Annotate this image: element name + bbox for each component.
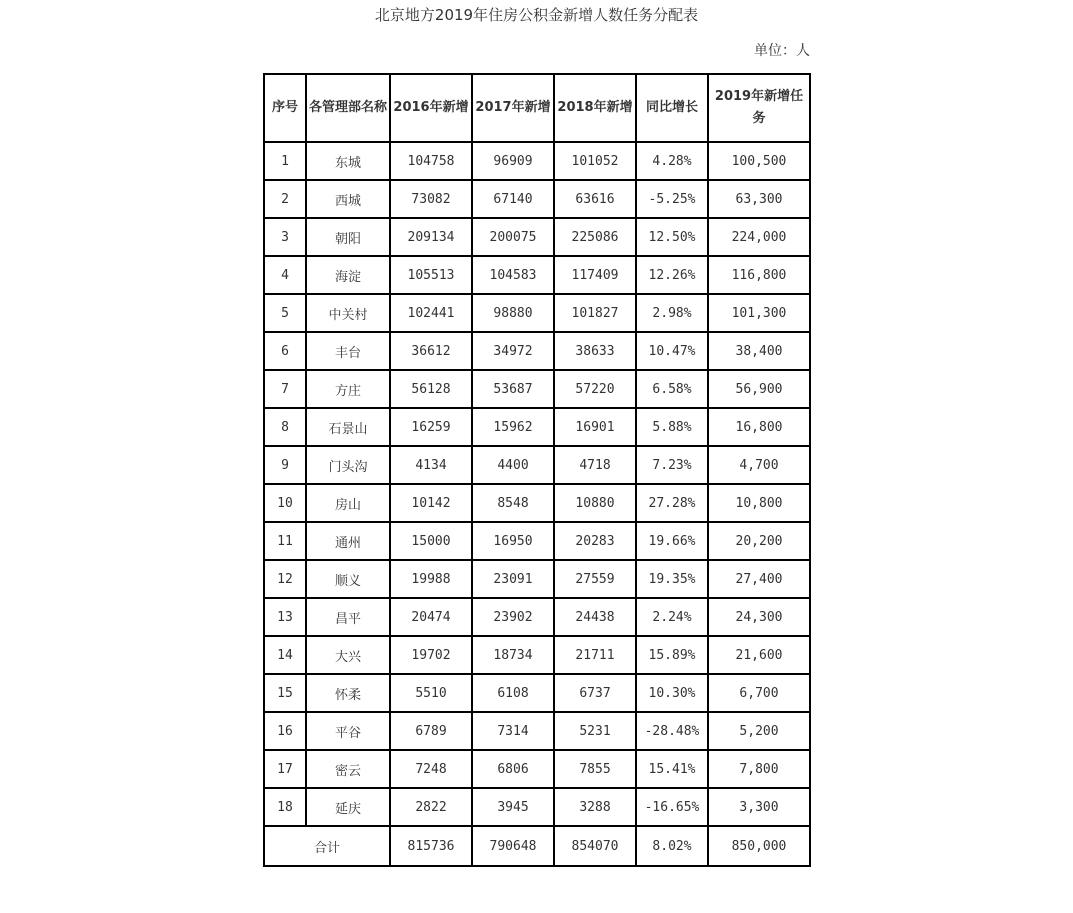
header-2016-new: 2016年新增 (390, 74, 472, 142)
cell-2017-new: 23091 (472, 560, 554, 598)
cell-yoy-growth: 12.26% (636, 256, 708, 294)
cell-yoy-growth: -16.65% (636, 788, 708, 826)
cell-2017-new: 200075 (472, 218, 554, 256)
header-2017-new: 2017年新增 (472, 74, 554, 142)
cell-2018-new: 5231 (554, 712, 636, 750)
table-row (264, 180, 810, 218)
cell-2017-new: 7314 (472, 712, 554, 750)
cell-2016-new: 102441 (390, 294, 472, 332)
table-row (264, 408, 810, 446)
cell-2016-new: 6789 (390, 712, 472, 750)
cell-2019-target: 7,800 (708, 750, 810, 788)
cell-2017-new: 34972 (472, 332, 554, 370)
cell-2018-new: 117409 (554, 256, 636, 294)
cell-yoy-growth: -5.25% (636, 180, 708, 218)
table-row (264, 598, 810, 636)
cell-2017-new: 16950 (472, 522, 554, 560)
cell-2017-new: 67140 (472, 180, 554, 218)
table-row (264, 256, 810, 294)
cell-yoy-growth: 10.47% (636, 332, 708, 370)
cell-2018-new: 7855 (554, 750, 636, 788)
table-total-row (264, 826, 810, 866)
cell-2016-new: 20474 (390, 598, 472, 636)
cell-2018-new: 20283 (554, 522, 636, 560)
table-row (264, 712, 810, 750)
cell-2016-new: 16259 (390, 408, 472, 446)
cell-2018-new: 101052 (554, 142, 636, 180)
cell-2018-new: 225086 (554, 218, 636, 256)
cell-2018-new: 3288 (554, 788, 636, 826)
cell-2019-target: 10,800 (708, 484, 810, 522)
cell-2016-new: 56128 (390, 370, 472, 408)
cell-department: 通州 (306, 522, 390, 560)
cell-2019-target: 21,600 (708, 636, 810, 674)
cell-index: 8 (264, 408, 306, 446)
cell-2017-new: 3945 (472, 788, 554, 826)
table-row (264, 446, 810, 484)
cell-2018-new: 63616 (554, 180, 636, 218)
total-2018-new: 854070 (554, 826, 636, 866)
cell-department: 密云 (306, 750, 390, 788)
table-header-row (264, 74, 810, 142)
cell-2017-new: 18734 (472, 636, 554, 674)
cell-yoy-growth: 2.24% (636, 598, 708, 636)
cell-index: 5 (264, 294, 306, 332)
cell-department: 大兴 (306, 636, 390, 674)
header-2019-target: 2019年新增任务 (708, 74, 810, 142)
cell-2016-new: 15000 (390, 522, 472, 560)
cell-2016-new: 19988 (390, 560, 472, 598)
cell-index: 15 (264, 674, 306, 712)
cell-index: 14 (264, 636, 306, 674)
cell-2017-new: 8548 (472, 484, 554, 522)
cell-index: 1 (264, 142, 306, 180)
cell-2019-target: 101,300 (708, 294, 810, 332)
cell-2017-new: 23902 (472, 598, 554, 636)
cell-index: 10 (264, 484, 306, 522)
cell-department: 怀柔 (306, 674, 390, 712)
table-row (264, 560, 810, 598)
cell-2017-new: 53687 (472, 370, 554, 408)
total-2016-new: 815736 (390, 826, 472, 866)
total-label: 合计 (264, 826, 390, 866)
cell-department: 海淀 (306, 256, 390, 294)
table-row (264, 294, 810, 332)
cell-2018-new: 101827 (554, 294, 636, 332)
cell-department: 东城 (306, 142, 390, 180)
cell-2016-new: 10142 (390, 484, 472, 522)
cell-2018-new: 27559 (554, 560, 636, 598)
cell-2018-new: 4718 (554, 446, 636, 484)
cell-2019-target: 20,200 (708, 522, 810, 560)
table-row (264, 636, 810, 674)
cell-2019-target: 16,800 (708, 408, 810, 446)
cell-2018-new: 24438 (554, 598, 636, 636)
cell-2018-new: 16901 (554, 408, 636, 446)
cell-index: 17 (264, 750, 306, 788)
cell-yoy-growth: 7.23% (636, 446, 708, 484)
cell-2019-target: 56,900 (708, 370, 810, 408)
cell-index: 6 (264, 332, 306, 370)
cell-yoy-growth: 10.30% (636, 674, 708, 712)
cell-2019-target: 6,700 (708, 674, 810, 712)
cell-2017-new: 96909 (472, 142, 554, 180)
header-yoy-growth: 同比增长 (636, 74, 708, 142)
cell-2019-target: 3,300 (708, 788, 810, 826)
table-row (264, 332, 810, 370)
cell-yoy-growth: 6.58% (636, 370, 708, 408)
cell-department: 平谷 (306, 712, 390, 750)
cell-2016-new: 7248 (390, 750, 472, 788)
cell-2017-new: 4400 (472, 446, 554, 484)
cell-2019-target: 116,800 (708, 256, 810, 294)
cell-yoy-growth: 15.89% (636, 636, 708, 674)
cell-yoy-growth: -28.48% (636, 712, 708, 750)
cell-index: 7 (264, 370, 306, 408)
cell-department: 朝阳 (306, 218, 390, 256)
cell-2019-target: 4,700 (708, 446, 810, 484)
cell-2016-new: 4134 (390, 446, 472, 484)
cell-department: 顺义 (306, 560, 390, 598)
table-body (264, 142, 810, 866)
header-index: 序号 (264, 74, 306, 142)
cell-yoy-growth: 19.66% (636, 522, 708, 560)
cell-2016-new: 36612 (390, 332, 472, 370)
cell-yoy-growth: 15.41% (636, 750, 708, 788)
cell-department: 门头沟 (306, 446, 390, 484)
cell-2017-new: 98880 (472, 294, 554, 332)
header-department: 各管理部名称 (306, 74, 390, 142)
cell-index: 13 (264, 598, 306, 636)
cell-2016-new: 19702 (390, 636, 472, 674)
cell-2017-new: 15962 (472, 408, 554, 446)
table-row (264, 484, 810, 522)
unit-label: 单位：人 (754, 43, 810, 59)
cell-2017-new: 104583 (472, 256, 554, 294)
cell-2018-new: 6737 (554, 674, 636, 712)
table-row (264, 370, 810, 408)
cell-2018-new: 21711 (554, 636, 636, 674)
cell-index: 11 (264, 522, 306, 560)
cell-2017-new: 6108 (472, 674, 554, 712)
table-row (264, 218, 810, 256)
cell-index: 2 (264, 180, 306, 218)
cell-yoy-growth: 2.98% (636, 294, 708, 332)
cell-2018-new: 10880 (554, 484, 636, 522)
total-2017-new: 790648 (472, 826, 554, 866)
cell-department: 房山 (306, 484, 390, 522)
cell-department: 延庆 (306, 788, 390, 826)
cell-index: 3 (264, 218, 306, 256)
cell-2016-new: 209134 (390, 218, 472, 256)
table-row (264, 522, 810, 560)
cell-department: 石景山 (306, 408, 390, 446)
cell-yoy-growth: 19.35% (636, 560, 708, 598)
cell-2019-target: 224,000 (708, 218, 810, 256)
cell-2019-target: 38,400 (708, 332, 810, 370)
page-title: 北京地方2019年住房公积金新增人数任务分配表 (374, 6, 699, 24)
cell-2019-target: 63,300 (708, 180, 810, 218)
cell-index: 12 (264, 560, 306, 598)
cell-yoy-growth: 27.28% (636, 484, 708, 522)
cell-department: 丰台 (306, 332, 390, 370)
cell-index: 16 (264, 712, 306, 750)
cell-2018-new: 57220 (554, 370, 636, 408)
cell-2019-target: 100,500 (708, 142, 810, 180)
table-row (264, 142, 810, 180)
cell-2017-new: 6806 (472, 750, 554, 788)
cell-index: 18 (264, 788, 306, 826)
cell-department: 昌平 (306, 598, 390, 636)
cell-department: 中关村 (306, 294, 390, 332)
allocation-table (263, 73, 811, 867)
cell-2019-target: 5,200 (708, 712, 810, 750)
cell-2016-new: 2822 (390, 788, 472, 826)
cell-department: 西城 (306, 180, 390, 218)
cell-2016-new: 104758 (390, 142, 472, 180)
cell-2016-new: 5510 (390, 674, 472, 712)
cell-2019-target: 24,300 (708, 598, 810, 636)
total-yoy-growth: 8.02% (636, 826, 708, 866)
cell-2019-target: 27,400 (708, 560, 810, 598)
cell-index: 9 (264, 446, 306, 484)
cell-2016-new: 105513 (390, 256, 472, 294)
table-row (264, 674, 810, 712)
cell-department: 方庄 (306, 370, 390, 408)
table-row (264, 750, 810, 788)
cell-index: 4 (264, 256, 306, 294)
cell-yoy-growth: 12.50% (636, 218, 708, 256)
cell-2016-new: 73082 (390, 180, 472, 218)
cell-2018-new: 38633 (554, 332, 636, 370)
header-2018-new: 2018年新增 (554, 74, 636, 142)
cell-yoy-growth: 5.88% (636, 408, 708, 446)
cell-yoy-growth: 4.28% (636, 142, 708, 180)
table-row (264, 788, 810, 826)
total-2019-target: 850,000 (708, 826, 810, 866)
